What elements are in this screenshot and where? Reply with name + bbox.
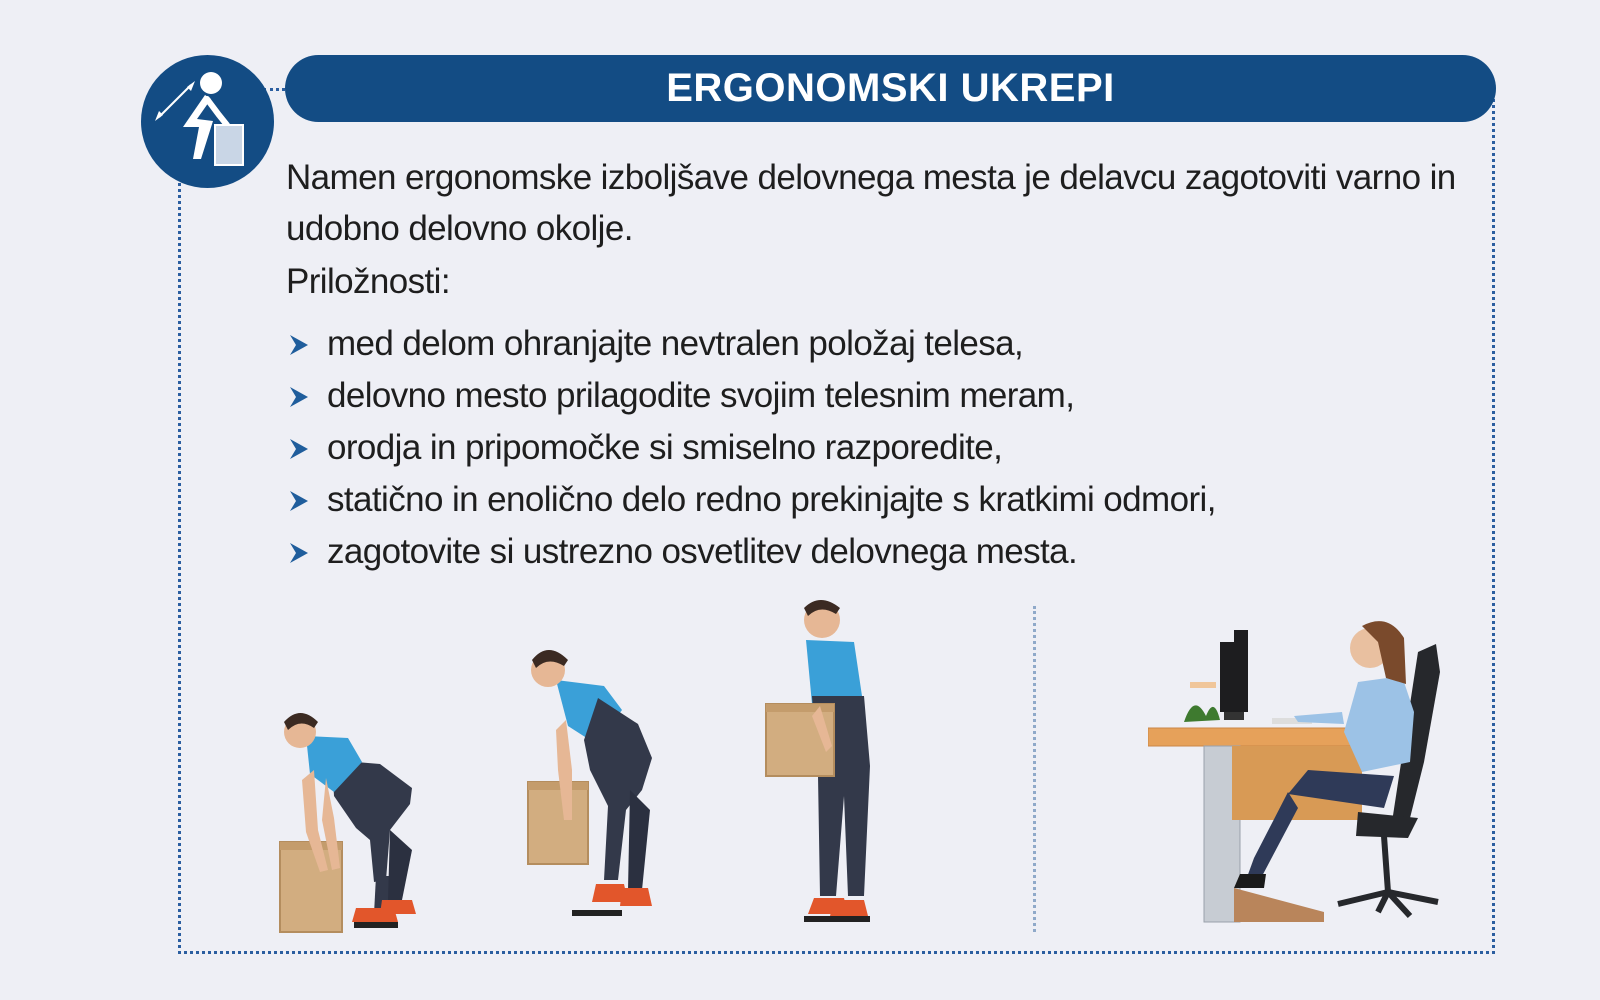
opportunities-list [286, 318, 1216, 578]
worker-half-squat-holding-box-photo [512, 640, 672, 938]
opportunities-label: Priložnosti: [286, 262, 450, 301]
list-item [286, 370, 1216, 422]
list-item [286, 318, 1216, 370]
chevron-right-icon [288, 437, 310, 461]
worker-squatting-lifting-box-photo [262, 700, 432, 938]
chevron-right-icon [288, 541, 310, 565]
page-title: ERGONOMSKI UKREPI [666, 66, 1115, 110]
list-item [286, 422, 1216, 474]
person-lifting-box-icon [141, 55, 274, 188]
intro-line-1: Namen ergonomske izboljšave delovnega mesta je delavcu zagotoviti varno in [286, 158, 1456, 197]
chevron-right-icon [288, 489, 310, 513]
intro-paragraph [286, 152, 1486, 254]
list-item-text: med delom ohranjajte nevtralen položaj telesa, [327, 324, 1024, 363]
list-item [286, 526, 1216, 578]
list-item-text: orodja in pripomočke si smiselno razporedite, [327, 428, 1003, 467]
worker-standing-holding-box-photo [760, 596, 900, 938]
woman-seated-at-ergonomic-desk-photo [1148, 612, 1456, 938]
section-divider [1033, 606, 1036, 932]
list-item-text: zagotovite si ustrezno osvetlitev delovnega mesta. [327, 532, 1078, 571]
list-item-text: statično in enolično delo redno prekinjajte s kratkimi odmori, [327, 480, 1216, 519]
list-item [286, 474, 1216, 526]
list-item-text: delovno mesto prilagodite svojim telesnim meram, [327, 376, 1075, 415]
intro-line-2: udobno delovno okolje. [286, 209, 633, 248]
title-banner [285, 55, 1496, 122]
chevron-right-icon [288, 333, 310, 357]
chevron-right-icon [288, 385, 310, 409]
